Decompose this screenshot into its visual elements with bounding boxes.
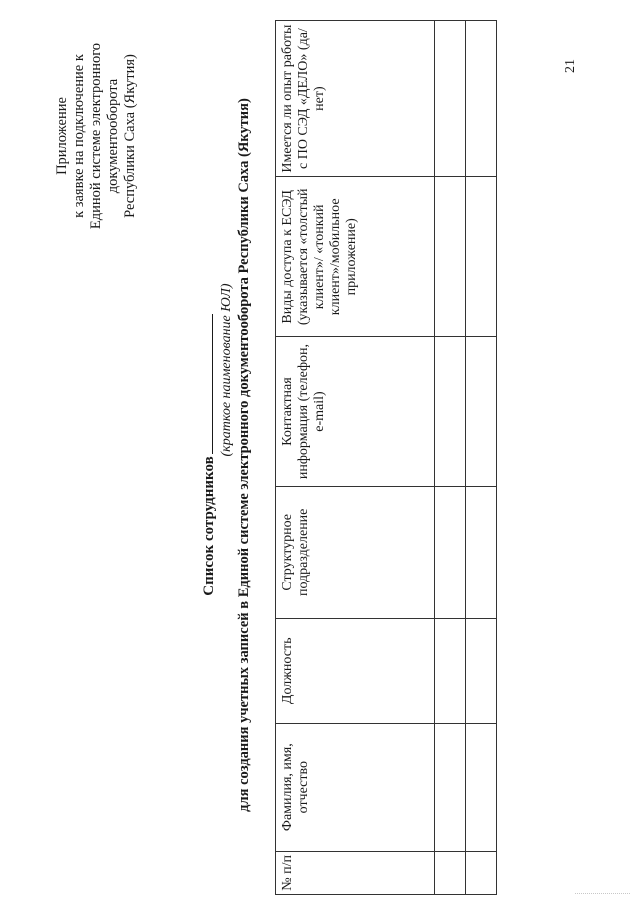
header-position: Должность [276, 619, 435, 724]
header-contact: Контактная информация (телефон, e-mail) [276, 337, 435, 486]
appendix-line: Единой системе электронного [88, 42, 104, 230]
table-cell[interactable] [435, 723, 466, 851]
appendix-line: документооборота [105, 78, 121, 194]
table-cell[interactable] [466, 851, 497, 894]
table-cell[interactable] [466, 723, 497, 851]
org-name-hint: (краткое наименование ЮЛ) [219, 283, 234, 457]
appendix-block [54, 21, 139, 251]
page-title [200, 15, 218, 895]
table-cell[interactable] [435, 619, 466, 724]
table-cell[interactable] [466, 619, 497, 724]
appendix-line: к заявке на подключение к [71, 54, 87, 218]
page-title-text: Список сотрудников [201, 456, 217, 596]
table-cell[interactable] [435, 851, 466, 894]
org-name-blank [212, 314, 213, 454]
table-cell[interactable] [466, 486, 497, 618]
table-row [466, 21, 497, 895]
header-delo-experience: Имеется ли опыт работы с ПО СЭД «ДЕЛО» (да/нет) [276, 21, 435, 177]
table-cell[interactable] [435, 486, 466, 618]
landscape-page [50, 15, 550, 895]
scan-artifact [575, 893, 630, 894]
header-access-type: Виды доступа к ЕСЭД (указывается «толстый клиент»/ «тонкий клиент»/мобильное приложение) [276, 177, 435, 337]
table-cell[interactable] [466, 21, 497, 177]
appendix-line: Приложение [54, 97, 70, 175]
table-cell[interactable] [435, 177, 466, 337]
table-cell[interactable] [435, 337, 466, 486]
header-department: Структурное подразделение [276, 486, 435, 618]
table-row [435, 21, 466, 895]
table-cell[interactable] [466, 337, 497, 486]
title-block [200, 15, 253, 895]
page-number: 21 [563, 59, 578, 73]
appendix-line: Республики Саха (Якутия) [122, 54, 138, 218]
header-number: № п/п [276, 851, 435, 894]
table-cell[interactable] [435, 21, 466, 177]
table-cell[interactable] [466, 177, 497, 337]
page-subtitle: для создания учетных записей в Единой системе электронного документооборота Республики Саха (Якутия) [236, 98, 252, 812]
employees-table [275, 20, 497, 895]
header-full-name: Фамилия, имя, отчество [276, 723, 435, 851]
table-header-row [276, 21, 435, 895]
